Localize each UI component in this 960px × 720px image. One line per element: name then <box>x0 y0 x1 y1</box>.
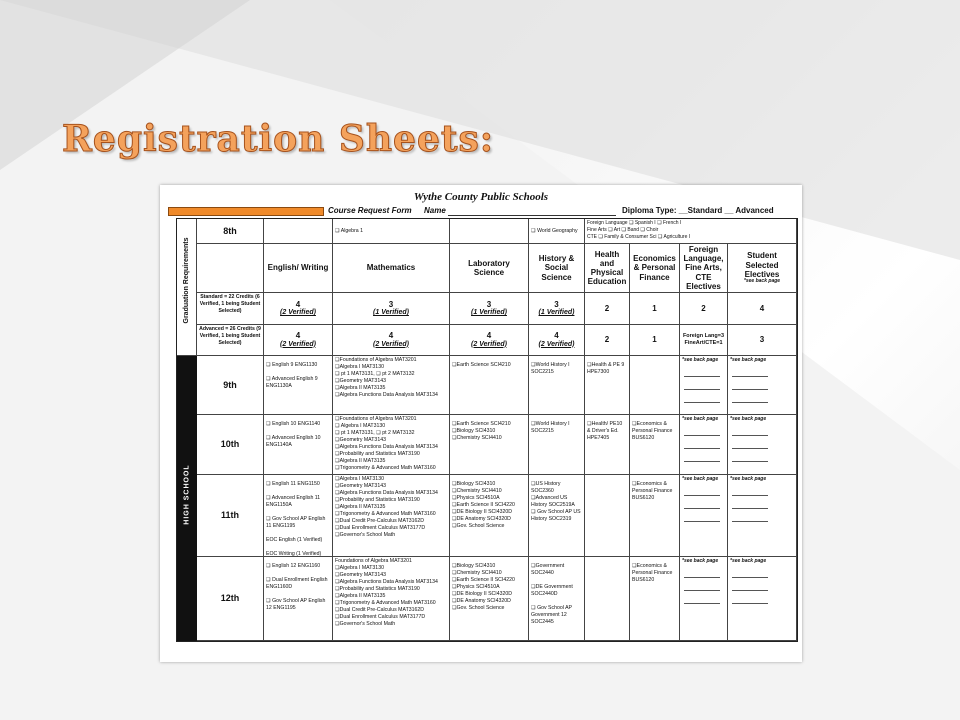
advanced-credit-english: 4 (2 Verified) <box>264 325 333 356</box>
grade-8-science <box>450 219 529 244</box>
diploma-type: Diploma Type: __Standard __ Advanced <box>622 206 774 215</box>
grade-9th-econ[interactable] <box>630 356 680 415</box>
grade-10th-math[interactable]: ❑Foundations of Algebra MAT3201 ❑ Algebra I MAT3130 ❑ pt 1 MAT3131, ❑ pt 2 MAT3132 ❑Geometry MAT3143 ❑Algebra Functions Data Analysis MAT3134 ❑Probability and Statistics MAT3190 ❑Algebra II MAT3135 ❑Trigonometry & Advanced Math MAT3160 <box>333 415 450 475</box>
grade-12th-math[interactable]: Foundations of Algebra MAT3201 ❑Algebra I MAT3130 ❑Geometry MAT3143 ❑Algebra Functions Data Analysis MAT3134 ❑Probability and Statistics MAT3190 ❑Algebra II MAT3135 ❑Trigonometry & Advanced Math MAT3160 ❑Dual Credit Pre-Calculus MAT3162D ❑Dual Enrollment Calculus MAT3177D ❑Governor's School Math <box>333 557 450 641</box>
grade-11th-science[interactable]: ❑Biology SCI4310 ❑Chemistry SCI4410 ❑Physics SCI4510A ❑Earth Science II SCI4220 ❑DE Biology II SCI4320D ❑DE Anatomy SCI4320D ❑Gov. School Science <box>450 475 529 557</box>
see-back-note: *see back page <box>730 416 767 422</box>
grade-10th-science[interactable]: ❑Earth Science SCI4210 ❑Biology SCI4310 ❑Chemistry SCI4410 <box>450 415 529 475</box>
grade-11th-econ[interactable]: ❑Economics & Personal Finance BUS6120 <box>630 475 680 557</box>
standard-credit-history: 3 (1 Verified) <box>529 293 585 325</box>
standard-credit-science: 3 (1 Verified) <box>450 293 529 325</box>
grade-8-math[interactable]: ❑ Algebra 1 <box>333 219 450 244</box>
write-in-line[interactable] <box>732 396 768 403</box>
school-name: Wythe County Public Schools <box>413 191 549 203</box>
standard-label: Standard = 22 Credits (6 Verified, 1 being Student Selected) <box>197 293 264 325</box>
grade-11th-sse[interactable] <box>728 475 797 557</box>
grade-9th-health[interactable]: ❑Health & PE 9 HPE7300 <box>585 356 630 415</box>
see-back-note: *see back page <box>682 357 719 363</box>
write-in-line[interactable] <box>732 370 768 377</box>
standard-credit-english: 4 (2 Verified) <box>264 293 333 325</box>
name-line[interactable] <box>448 215 616 216</box>
standard-credit-math: 3 (1 Verified) <box>333 293 450 325</box>
standard-credit-foreign: 2 <box>680 293 728 325</box>
grade-8-english <box>264 219 333 244</box>
see-back-note: *see back page <box>730 476 767 482</box>
col-history: History & Social Science <box>529 244 585 293</box>
see-back-note: *see back page <box>682 476 719 482</box>
write-in-line[interactable] <box>732 597 768 604</box>
advanced-credit-science: 4 (2 Verified) <box>450 325 529 356</box>
grade-11th-english[interactable]: ❑ English 11 ENG1150 ❑ Advanced English 11 ENG1150A ❑ Gov School AP English 11 ENG1195 EOC English (1 Verified) EOC Writing (1 Verified) <box>264 475 333 557</box>
grade-9th-fl[interactable] <box>680 356 728 415</box>
grade-12th-science[interactable]: ❑Biology SCI4310 ❑Chemistry SCI4410 ❑Earth Science II SCI4220 ❑Physics SCI4510A ❑DE Biology II SCI4320D ❑DE Anatomy SCI4320D ❑Gov. School Science <box>450 557 529 641</box>
see-back-note: *see back page <box>682 558 719 564</box>
grade-12th-social[interactable]: ❑Government SOC2440 ❑DE Government SOC2440D ❑ Gov School AP Government 12 SOC2445 <box>529 557 585 641</box>
grade-11th-social[interactable]: ❑US History SOC2360 ❑Advanced US History SOC2519A ❑ Gov School AP US History SOC2319 <box>529 475 585 557</box>
form-header <box>166 206 796 218</box>
graduation-requirements-label: Graduation Requirements <box>177 219 197 356</box>
write-in-line[interactable] <box>732 442 768 449</box>
grade-9th-social[interactable]: ❑World History I SOC2215 <box>529 356 585 415</box>
grade-9th-sse[interactable] <box>728 356 797 415</box>
write-in-line[interactable] <box>684 455 720 462</box>
grade-8-social[interactable]: ❑ World Geography <box>529 219 585 244</box>
col-economics: Economics & Personal Finance <box>630 244 680 293</box>
col-english: English/ Writing <box>264 244 333 293</box>
slide-title: Registration Sheets: <box>62 118 495 160</box>
advanced-label: Advanced = 26 Credits (9 Verified, 1 being Student Selected) <box>197 325 264 356</box>
grade-11th-math[interactable]: ❑Algebra I MAT3130 ❑Geometry MAT3143 ❑Algebra Functions Data Analysis MAT3134 ❑Probability and Statistics MAT3190 ❑Algebra II MAT3135 ❑Trigonometry & Advanced Math MAT3160 ❑Dual Credit Pre-Calculus MAT3162D ❑Dual Enrollment Calculus MAT3177D ❑Governor's School Math <box>333 475 450 557</box>
grade-12th-english[interactable]: ❑ English 12 ENG1160 ❑ Dual Enrollment English ENG1160D ❑ Gov School AP English 12 ENG1195 <box>264 557 333 641</box>
write-in-line[interactable] <box>684 489 720 496</box>
high-school-label: HIGH SCHOOL <box>177 356 197 641</box>
write-in-line[interactable] <box>684 515 720 522</box>
write-in-line[interactable] <box>684 383 720 390</box>
advanced-credit-math: 4 (2 Verified) <box>333 325 450 356</box>
advanced-credit-history: 4 (2 Verified) <box>529 325 585 356</box>
grade-9th-math[interactable]: ❑Foundations of Algebra MAT3201 ❑Algebra I MAT3130 ❑ pt 1 MAT3131, ❑ pt 2 MAT3132 ❑Geometry MAT3143 ❑Algebra II MAT3135 ❑Algebra Functions Data Analysis MAT3134 <box>333 356 450 415</box>
grade-11th-health[interactable] <box>585 475 630 557</box>
col-student-electives: Student Selected Electives *see back page <box>728 244 797 293</box>
grade-10th-sse[interactable] <box>728 415 797 475</box>
grade-12th-health[interactable] <box>585 557 630 641</box>
grade-12th-label: 12th <box>197 557 264 641</box>
highlight-bar <box>168 207 324 216</box>
col-mathematics: Mathematics <box>333 244 450 293</box>
write-in-line[interactable] <box>732 584 768 591</box>
advanced-credit-health: 2 <box>585 325 630 356</box>
grade-10th-label: 10th <box>197 415 264 475</box>
write-in-line[interactable] <box>684 370 720 377</box>
standard-credit-economics: 1 <box>630 293 680 325</box>
grade-10th-econ[interactable]: ❑Economics & Personal Finance BUS6120 <box>630 415 680 475</box>
write-in-line[interactable] <box>684 584 720 591</box>
write-in-line[interactable] <box>732 571 768 578</box>
col-lab-science: Laboratory Science <box>450 244 529 293</box>
course-request-form-label: Course Request Form <box>328 206 412 215</box>
write-in-line[interactable] <box>684 442 720 449</box>
write-in-line[interactable] <box>684 502 720 509</box>
write-in-line[interactable] <box>732 489 768 496</box>
grade-12th-fl[interactable] <box>680 557 728 641</box>
grade-11th-fl[interactable] <box>680 475 728 557</box>
col-health-pe: Health and Physical Education <box>585 244 630 293</box>
advanced-credit-electives: 3 <box>728 325 797 356</box>
grade-9th-label: 9th <box>197 356 264 415</box>
write-in-line[interactable] <box>732 515 768 522</box>
grade-10th-fl[interactable] <box>680 415 728 475</box>
name-label: Name <box>424 206 446 215</box>
advanced-credit-economics: 1 <box>630 325 680 356</box>
write-in-line[interactable] <box>684 571 720 578</box>
see-back-note: *see back page <box>730 558 767 564</box>
grade-11th-label: 11th <box>197 475 264 557</box>
standard-credit-electives: 4 <box>728 293 797 325</box>
grade-8-electives[interactable]: Foreign Language ❑ Spanish I ❑ French I Fine Arts ❑ Art ❑ Band ❑ Choir CTE ❑ Family & Consumer Sci ❑ Agriculture I <box>585 219 797 244</box>
write-in-line[interactable] <box>732 429 768 436</box>
grade-9th-english[interactable]: ❑ English 9 ENG1130 ❑ Advanced English 9 ENG1130A <box>264 356 333 415</box>
grade-8-label: 8th <box>197 219 264 244</box>
grade-12th-sse[interactable] <box>728 557 797 641</box>
write-in-line[interactable] <box>732 383 768 390</box>
requirements-grid <box>176 218 798 642</box>
grade-9th-science[interactable]: ❑Earth Science SCI4210 <box>450 356 529 415</box>
write-in-line[interactable] <box>732 455 768 462</box>
write-in-line[interactable] <box>684 597 720 604</box>
see-back-note: *see back page <box>682 416 719 422</box>
see-back-note: *see back page <box>730 357 767 363</box>
standard-credit-health: 2 <box>585 293 630 325</box>
write-in-line[interactable] <box>684 396 720 403</box>
grade-10th-social[interactable]: ❑World History I SOC2215 <box>529 415 585 475</box>
col-foreign-language: Foreign Language, Fine Arts, CTE Electives <box>680 244 728 293</box>
write-in-line[interactable] <box>684 429 720 436</box>
grade-10th-english[interactable]: ❑ English 10 ENG1140 ❑ Advanced English 10 ENG1140A <box>264 415 333 475</box>
registration-sheet <box>160 185 802 662</box>
grade-12th-econ[interactable]: ❑Economics & Personal Finance BUS6120 <box>630 557 680 641</box>
grade-10th-health[interactable]: ❑Health/ PE10 & Driver's Ed. HPE7405 <box>585 415 630 475</box>
advanced-credit-foreign: Foreign Lang=3 FineArt/CTE=1 <box>680 325 728 356</box>
write-in-line[interactable] <box>732 502 768 509</box>
